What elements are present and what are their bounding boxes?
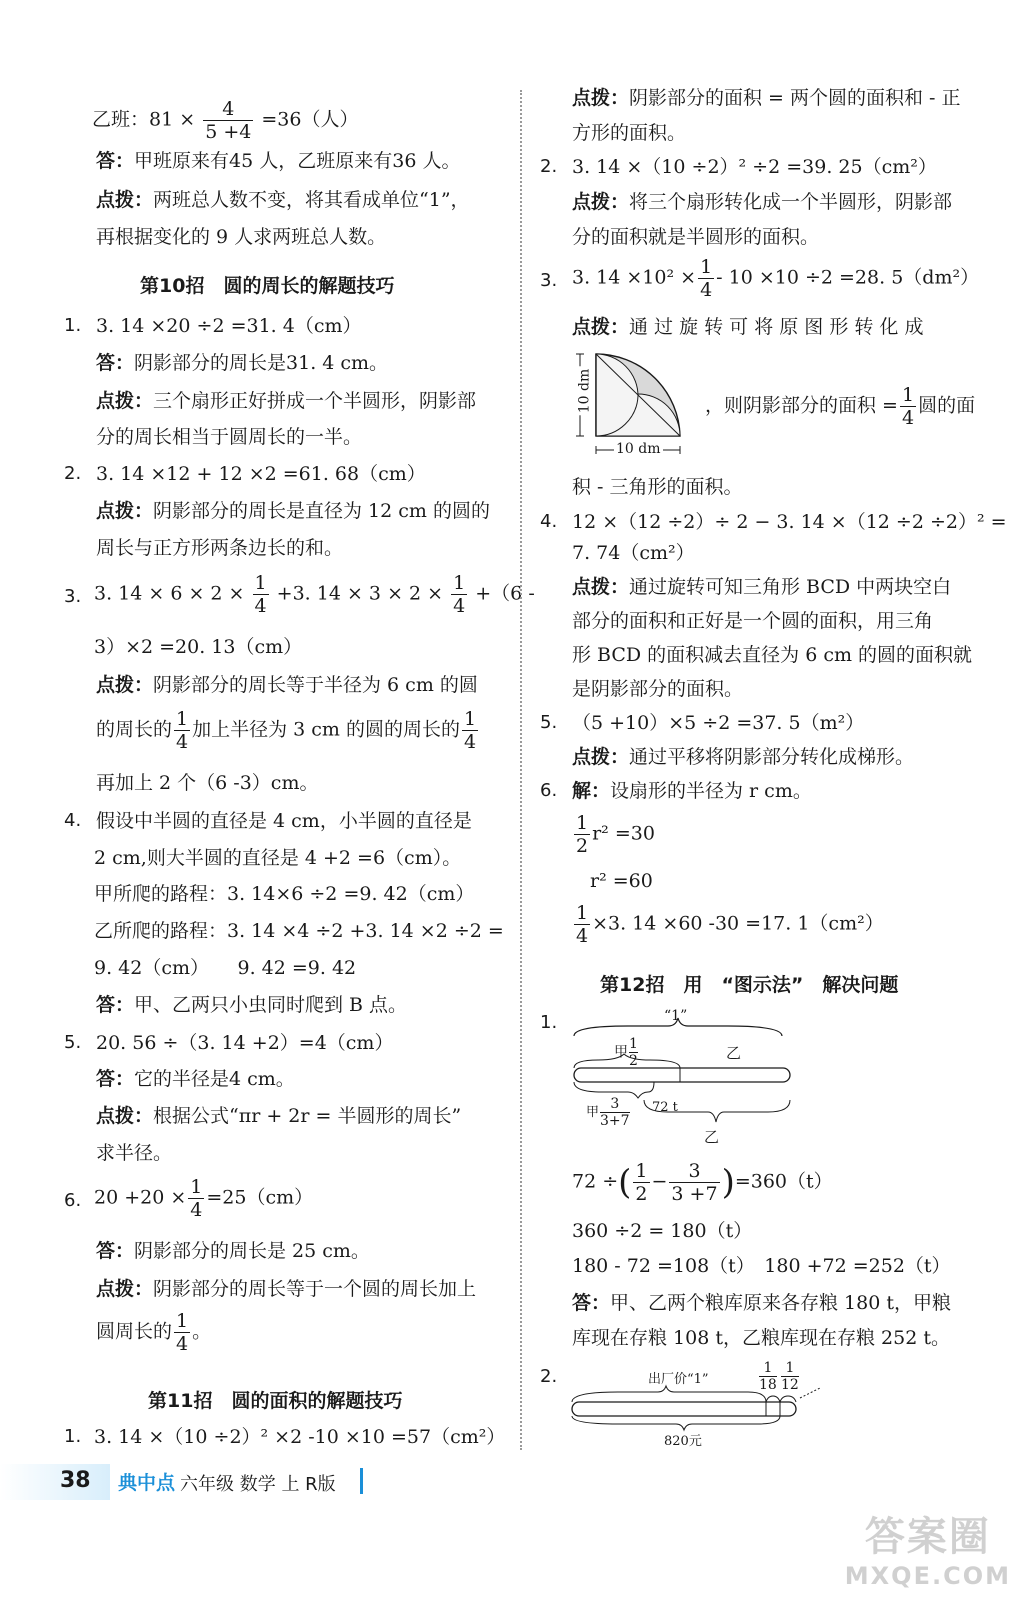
footer-accent-bar [360,1468,363,1494]
footer-band [0,1464,110,1500]
item-number: 5. [64,1032,82,1053]
section-title-10: 第10招 圆的周长的解题技巧 [140,275,395,297]
item-number: 3. [540,270,558,291]
book-title: 六年级 数学 上 R版 [180,1474,336,1495]
tip-line: 求半径。 [96,1142,173,1164]
fraction: $\frac{1}{4}$ [176,1310,189,1355]
answer-line: 答：它的半径是4 cm。 [96,1068,295,1090]
page-number: 38 [60,1468,91,1493]
equation: 20. 56 ÷（3. 14 +2）=4（cm） [96,1032,394,1054]
equation: $\frac{1}{2}$ r² =30 [576,812,655,857]
diagram-label-factory-price: 出厂价“1” [648,1372,709,1387]
fraction: $\frac{3}{3 +7}$ [671,1160,718,1205]
diagram-1 [568,1008,798,1148]
figure-side-label: 10 dm [576,368,593,414]
diagram-label-jia: 甲 $\frac{1}{2}$ [614,1036,638,1069]
diagram-label-jia-2: 甲 $\frac{3}{3+7}$ [586,1096,630,1129]
tip-line: 点拨：通过平移将阴影部分转化成梯形。 [572,746,915,768]
section-title-11: 第11招 圆的面积的解题技巧 [148,1390,403,1412]
diagram-fraction-1-18: $\frac{1}{18}$ [759,1360,777,1393]
fraction: $\frac{1}{4}$ [700,256,713,301]
line-class-b: 乙班：81 × $\frac{4}{5 +4}$ =36（人） [92,98,359,143]
tip-line: 点拨：将三个扇形转化成一个半圆形，阴影部 [572,191,953,213]
item-number: 3. [64,586,82,607]
answer-line: 答：甲班原来有45 人，乙班原来有36 人。 [96,150,461,172]
fraction: $\frac{1}{4}$ [463,708,477,753]
tip-line: 点拨：阴影部分的周长等于一个圆的周长加上 [96,1278,477,1300]
answer-line: 答：甲、乙两个粮库原来各存粮 180 t，甲粮 [572,1292,951,1314]
item-number: 1. [540,1012,558,1033]
brand-logo: 典中点 [118,1472,176,1494]
item-number: 1. [64,315,82,336]
equation: 7. 74（cm²） [572,542,695,564]
answer-line: 答：阴影部分的周长是 25 cm。 [96,1240,370,1262]
item-number: 5. [540,712,558,733]
tip-line: 分的面积就是半圆形的面积。 [572,226,820,248]
equation: 3. 14 ×10² × $\frac{1}{4}$ - 10 ×10 ÷2 =28. 5（dm²） [572,256,980,301]
diagram-label-yi: 乙 [726,1044,742,1062]
fraction: $\frac{1}{2}$ [629,1036,638,1069]
equation: 360 ÷2 = 180（t） [572,1220,753,1242]
fraction: $\frac{1}{4}$ [901,384,915,429]
fraction: $\frac{3}{3+7}$ [600,1096,630,1129]
text-line: 9. 42（cm） 9. 42 =9. 42 [94,957,357,979]
diagram-label-820: 820元 [664,1434,702,1449]
equation: 12 ×（12 ÷2）÷ 2 − 3. 14 ×（12 ÷2 ÷2）² = [572,511,1007,533]
watermark-logo: 答案圈 MXQE.COM [844,1514,1011,1590]
tip-line: 分的周长相当于圆周长的一半。 [96,426,363,448]
equation: 3. 14 ×20 ÷2 =31. 4（cm） [96,315,362,337]
figure-bottom-label: 10 dm [616,441,661,457]
page-footer [0,1462,1031,1504]
tip-line: 点拨：阴影部分的面积 = 两个圆的面积和 - 正 [572,87,961,109]
equation: 180 - 72 =108（t） 180 +72 =252（t） [572,1255,951,1277]
tip-line: 积 - 三角形的面积。 [572,476,743,498]
item-number: 2. [64,463,82,484]
item-number: 1. [64,1426,82,1447]
tip-line: 的周长的 $\frac{1}{4}$ 加上半径为 3 cm 的圆的周长的 $\frac{1}{4}$ [96,708,477,753]
section-title-12: 第12招 用 “图示法” 解决问题 [600,974,899,996]
diagram-label-72: 72 t [652,1100,678,1115]
tip-line: 形 BCD 的面积减去直径为 6 cm 的圆的面积就 [572,644,973,666]
fraction: $\frac{1}{4}$ [576,902,589,947]
item-number: 4. [64,810,82,831]
text-line: 假设中半圆的直径是 4 cm，小半圆的直径是 [96,810,472,832]
item-number: 2. [540,1366,558,1387]
equation: 72 ÷( $\frac{1}{2}$ − $\frac{3}{3 +7}$ )=360（t） [572,1160,833,1205]
tip-line: ，则阴影部分的面积 = $\frac{1}{4}$ 圆的面 [705,384,976,429]
equation: 3）×2 =20. 13（cm） [94,636,303,658]
rotated-shape-figure [572,348,702,463]
fraction: $\frac{1}{2}$ [635,1160,648,1205]
tip-line: 点拨：根据公式“πr + 2r = 半圆形的周长” [96,1105,462,1127]
tip-line: 圆周长的 $\frac{1}{4}$ 。 [96,1310,212,1355]
item-number: 2. [540,156,558,177]
equation: 3. 14 × 6 × 2 × $\frac{1}{4}$ +3. 14 × 3 × 2 × $\frac{1}{4}$ +（6 - [94,572,535,617]
tip-line: 是阴影部分的面积。 [572,678,744,700]
diagram-label-yi-2: 乙 [704,1128,720,1146]
fraction: $\frac{1}{4}$ [190,1176,203,1221]
tip-line: 再加上 2 个（6 -3）cm。 [96,772,319,794]
text-line: 甲所爬的路程：3. 14×6 ÷2 =9. 42（cm） [94,883,475,905]
tip-line: 点拨：三个扇形正好拼成一个半圆形，阴影部 [96,390,477,412]
tip-line: 点拨：阴影部分的周长等于半径为 6 cm 的圆 [96,674,478,696]
fraction: $\frac{1}{4}$ [453,572,466,617]
text-line: 乙所爬的路程：3. 14 ×4 ÷2 +3. 14 ×2 ÷2 = [94,920,504,942]
item-number: 6. [64,1190,82,1211]
tip-line: 点拨：两班总人数不变，将其看成单位“1”， [96,189,470,211]
tip-line: 方形的面积。 [572,122,687,144]
equation: 3. 14 ×（10 ÷2）² ×2 -10 ×10 =57（cm²） [94,1426,506,1448]
fraction: $\frac{1}{2}$ [576,812,589,857]
item-number: 6. [540,780,558,801]
equation: r² =60 [590,870,653,892]
answer-line: 库现在存粮 108 t，乙粮库现在存粮 252 t。 [572,1327,950,1349]
equation: $\frac{1}{4}$ ×3. 14 ×60 -30 =17. 1（cm²） [576,902,884,947]
answer-line: 答：阴影部分的周长是31. 4 cm。 [96,352,389,374]
answer-line: 答：甲、乙两只小虫同时爬到 B 点。 [96,994,408,1016]
item-number: 4. [540,511,558,532]
equation: （5 +10）×5 ÷2 =37. 5（m²） [572,712,865,734]
diagram-2 [568,1360,838,1450]
tip-line: 部分的面积和正好是一个圆的面积，用三角 [572,610,934,632]
tip-line: 点拨：通 过 旋 转 可 将 原 图 形 转 化 成 [572,316,924,338]
equation: 3. 14 ×（10 ÷2）² ÷2 =39. 25（cm²） [572,156,937,178]
diagram-fraction-1-12: $\frac{1}{12}$ [781,1360,799,1393]
fraction: $\frac{1}{4}$ [176,708,189,753]
solution-line: 解：设扇形的半径为 r cm。 [572,780,812,802]
equation: 20 +20 × $\frac{1}{4}$ =25（cm） [94,1176,314,1221]
text-line: 2 cm,则大半圆的直径是 4 +2 =6（cm）。 [94,847,462,869]
tip-line: 周长与正方形两条边长的和。 [96,537,344,559]
fraction: $\frac{4}{5 +4}$ [205,98,252,143]
equation: 3. 14 ×12 + 12 ×2 =61. 68（cm） [96,463,426,485]
column-divider [520,90,522,1450]
diagram-label-whole: “1” [664,1008,688,1024]
tip-line: 再根据变化的 9 人求两班总人数。 [96,226,387,248]
tip-line: 点拨：通过旋转可知三角形 BCD 中两块空白 [572,576,952,598]
tip-line: 点拨：阴影部分的周长是直径为 12 cm 的圆的 [96,500,490,522]
fraction: $\frac{1}{4}$ [254,572,267,617]
